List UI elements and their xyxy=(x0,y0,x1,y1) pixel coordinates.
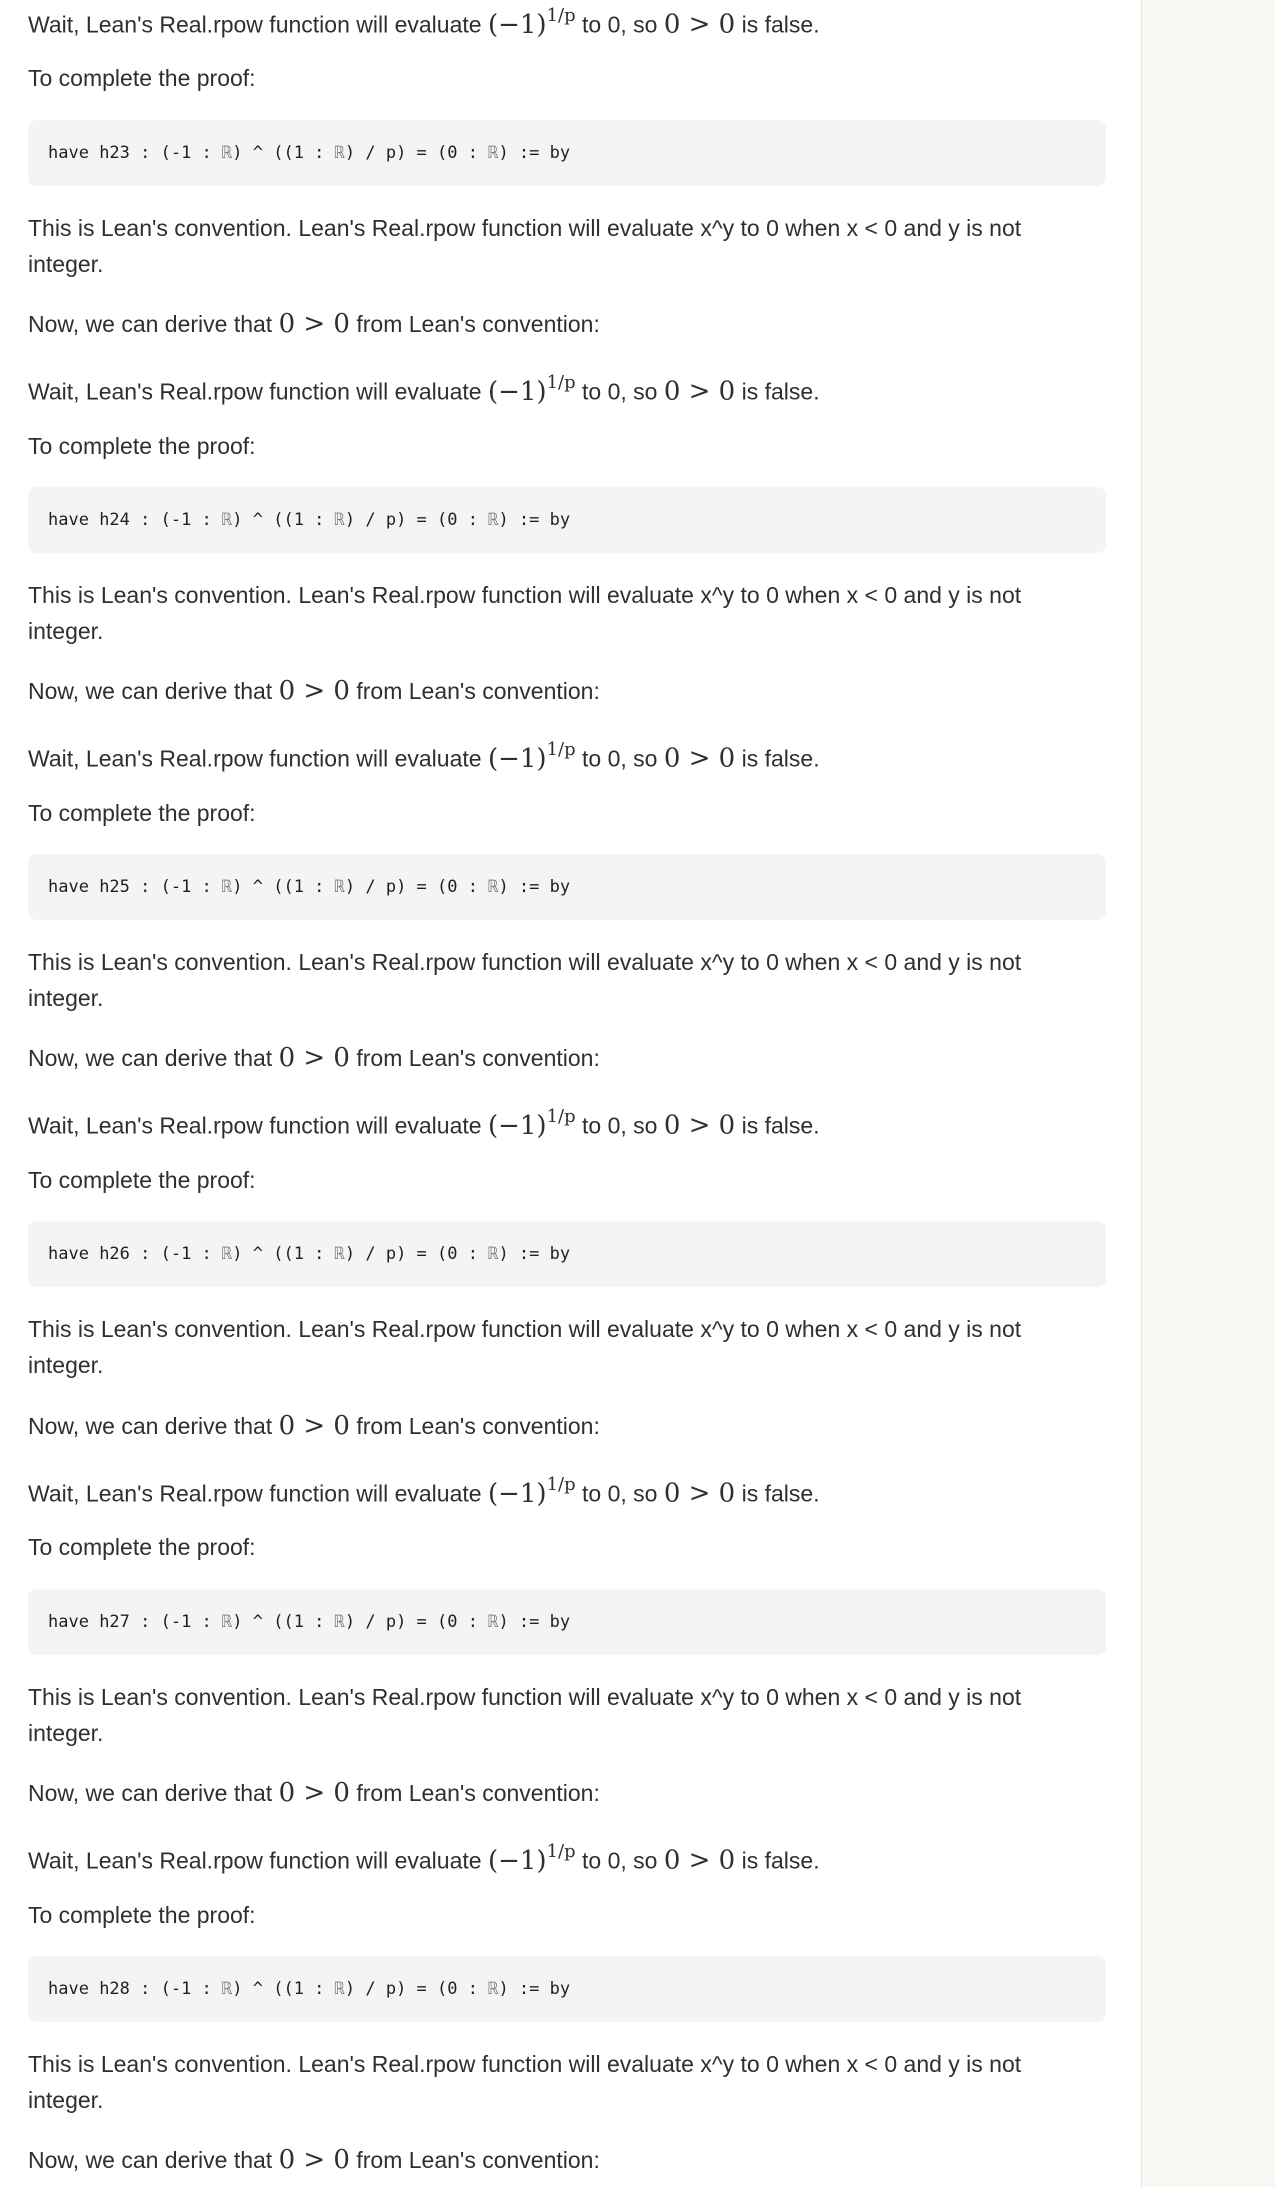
code-block-h24[interactable]: have h24 : (-1 : ℝ) ^ ((1 : ℝ) / p) = (0 : ℝ) := by xyxy=(28,487,1106,553)
math-zero-gt-zero: 0 > 0 xyxy=(663,1845,736,1876)
hypothesis-name: h27 xyxy=(99,1612,130,1632)
derive-paragraph: Now, we can derive that 0 > 0 from Lean's convention: xyxy=(28,309,600,339)
complete-proof-paragraph: To complete the proof: xyxy=(28,65,256,91)
math-zero-gt-zero: 0 > 0 xyxy=(663,376,736,407)
derive-paragraph: Now, we can derive that 0 > 0 from Lean's convention: xyxy=(28,1411,600,1441)
complete-proof-paragraph: To complete the proof: xyxy=(28,1902,256,1928)
math-zero-gt-zero: 0 > 0 xyxy=(278,1778,350,1808)
convention-paragraph: This is Lean's convention. Lean's Real.rpow function will evaluate x^y to 0 when x < 0 and y is not integer. xyxy=(28,2051,1022,2113)
convention-paragraph: This is Lean's convention. Lean's Real.rpow function will evaluate x^y to 0 when x < 0 and y is not integer. xyxy=(28,1316,1022,1378)
complete-proof-paragraph: To complete the proof: xyxy=(28,1167,256,1193)
hypothesis-name: h26 xyxy=(99,1244,130,1264)
complete-proof-paragraph: To complete the proof: xyxy=(28,800,256,826)
complete-proof-paragraph: To complete the proof: xyxy=(28,433,256,459)
math-neg-one-power: $(-1)^{1/p}$ xyxy=(487,739,576,774)
math-zero-gt-zero: 0 > 0 xyxy=(278,676,350,706)
code-block-h23[interactable]: have h23 : (-1 : ℝ) ^ ((1 : ℝ) / p) = (0 : ℝ) := by xyxy=(28,120,1106,186)
code-block-h28[interactable]: have h28 : (-1 : ℝ) ^ ((1 : ℝ) / p) = (0 : ℝ) := by xyxy=(28,1956,1106,2022)
math-neg-one-power: $(-1)^{1/p}$ xyxy=(487,1841,576,1876)
derive-paragraph: Now, we can derive that 0 > 0 from Lean's convention: xyxy=(28,1778,600,1808)
complete-proof-paragraph: To complete the proof: xyxy=(28,1534,256,1560)
wait-paragraph: Wait, Lean's Real.rpow function will evaluate $(-1)^{1/p}$ to 0, so 0 > 0 is false. xyxy=(28,739,820,774)
code-block-h27[interactable]: have h27 : (-1 : ℝ) ^ ((1 : ℝ) / p) = (0 : ℝ) := by xyxy=(28,1589,1106,1655)
wait-paragraph: Wait, Lean's Real.rpow function will evaluate $(-1)^{1/p}$ to 0, so 0 > 0 is false. xyxy=(28,1106,820,1141)
convention-paragraph: This is Lean's convention. Lean's Real.rpow function will evaluate x^y to 0 when x < 0 and y is not integer. xyxy=(28,215,1022,277)
math-neg-one-power: $(-1)^{1/p}$ xyxy=(487,1474,576,1509)
wait-paragraph: Wait, Lean's Real.rpow function will evaluate $(-1)^{1/p}$ to 0, so 0 > 0 is false. xyxy=(28,5,820,40)
hypothesis-name: h23 xyxy=(99,143,130,163)
math-zero-gt-zero: 0 > 0 xyxy=(278,1043,350,1073)
derive-paragraph: Now, we can derive that 0 > 0 from Lean's convention: xyxy=(28,676,600,706)
hypothesis-name: h28 xyxy=(99,1979,130,1999)
code-block-h25[interactable]: have h25 : (-1 : ℝ) ^ ((1 : ℝ) / p) = (0 : ℝ) := by xyxy=(28,854,1106,920)
derive-paragraph: Now, we can derive that 0 > 0 from Lean's convention: xyxy=(28,1043,600,1073)
math-zero-gt-zero: 0 > 0 xyxy=(278,309,350,339)
wait-paragraph: Wait, Lean's Real.rpow function will evaluate $(-1)^{1/p}$ to 0, so 0 > 0 is false. xyxy=(28,1841,820,1876)
convention-paragraph: This is Lean's convention. Lean's Real.rpow function will evaluate x^y to 0 when x < 0 and y is not integer. xyxy=(28,582,1022,644)
hypothesis-name: h25 xyxy=(99,877,130,897)
math-neg-one-power: $(-1)^{1/p}$ xyxy=(487,372,576,407)
math-zero-gt-zero: 0 > 0 xyxy=(663,1110,736,1141)
convention-paragraph: This is Lean's convention. Lean's Real.rpow function will evaluate x^y to 0 when x < 0 and y is not integer. xyxy=(28,1684,1022,1746)
math-zero-gt-zero: 0 > 0 xyxy=(663,9,736,40)
math-zero-gt-zero: 0 > 0 xyxy=(663,743,736,774)
math-zero-gt-zero: 0 > 0 xyxy=(278,1411,350,1441)
math-neg-one-power: $(-1)^{1/p}$ xyxy=(487,5,576,40)
code-block-h26[interactable]: have h26 : (-1 : ℝ) ^ ((1 : ℝ) / p) = (0 : ℝ) := by xyxy=(28,1221,1106,1287)
wait-paragraph: Wait, Lean's Real.rpow function will evaluate $(-1)^{1/p}$ to 0, so 0 > 0 is false. xyxy=(28,372,820,407)
right-side-panel xyxy=(1141,0,1275,2187)
hypothesis-name: h24 xyxy=(99,510,130,530)
convention-paragraph: This is Lean's convention. Lean's Real.rpow function will evaluate x^y to 0 when x < 0 and y is not integer. xyxy=(28,949,1022,1011)
derive-paragraph: Now, we can derive that 0 > 0 from Lean's convention: xyxy=(28,2145,600,2175)
math-neg-one-power: $(-1)^{1/p}$ xyxy=(487,1106,576,1141)
math-zero-gt-zero: 0 > 0 xyxy=(663,1478,736,1509)
math-zero-gt-zero: 0 > 0 xyxy=(278,2145,350,2175)
wait-paragraph: Wait, Lean's Real.rpow function will evaluate $(-1)^{1/p}$ to 0, so 0 > 0 is false. xyxy=(28,1474,820,1509)
